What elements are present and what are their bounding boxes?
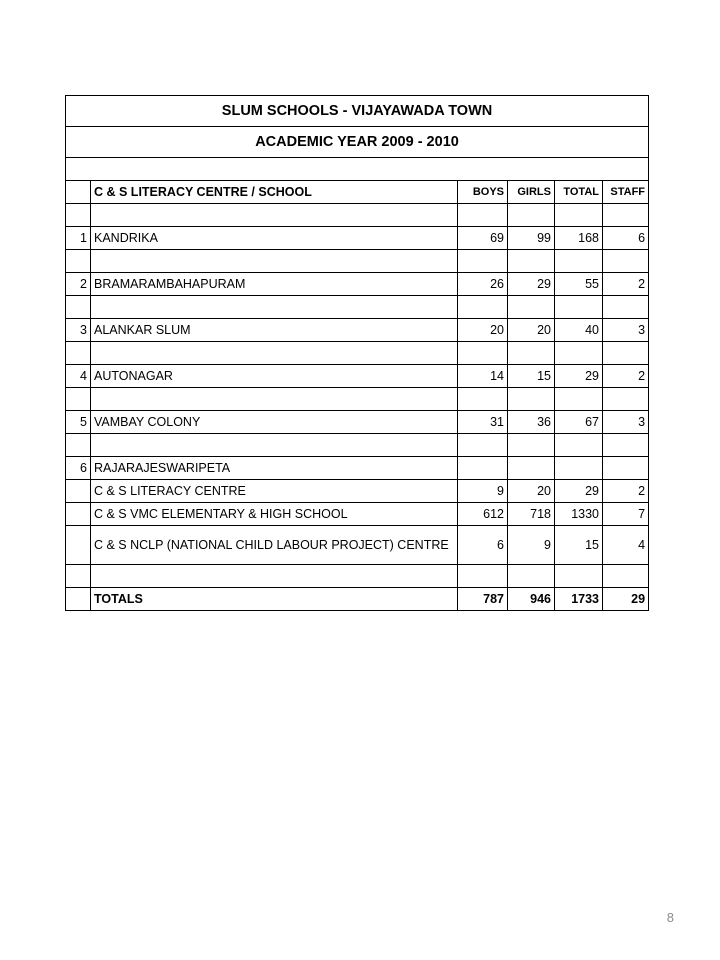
row-boys: 31 bbox=[458, 411, 508, 434]
subrow-name: C & S LITERACY CENTRE bbox=[91, 480, 458, 503]
header-girls: GIRLS bbox=[508, 181, 555, 204]
row-staff: 2 bbox=[603, 365, 649, 388]
table-row bbox=[66, 227, 649, 250]
subrow-name: C & S VMC ELEMENTARY & HIGH SCHOOL bbox=[91, 503, 458, 526]
table-subtitle-row bbox=[66, 127, 649, 158]
spacer-row bbox=[66, 204, 649, 227]
header-total: TOTAL bbox=[555, 181, 603, 204]
totals-total: 1733 bbox=[555, 588, 603, 611]
row-total: 29 bbox=[555, 365, 603, 388]
header-idx bbox=[66, 181, 91, 204]
table-subtitle: ACADEMIC YEAR 2009 - 2010 bbox=[66, 127, 649, 158]
row-girls: 36 bbox=[508, 411, 555, 434]
header-name: C & S LITERACY CENTRE / SCHOOL bbox=[91, 181, 458, 204]
row-name: BRAMARAMBAHAPURAM bbox=[91, 273, 458, 296]
subrow-staff: 7 bbox=[603, 503, 649, 526]
spacer-row bbox=[66, 158, 649, 181]
row-girls: 20 bbox=[508, 319, 555, 342]
row-name: KANDRIKA bbox=[91, 227, 458, 250]
row-boys: 14 bbox=[458, 365, 508, 388]
table-title: SLUM SCHOOLS - VIJAYAWADA TOWN bbox=[66, 96, 649, 127]
header-staff: STAFF bbox=[603, 181, 649, 204]
row-staff: 3 bbox=[603, 411, 649, 434]
table-title-row bbox=[66, 96, 649, 127]
row-staff: 3 bbox=[603, 319, 649, 342]
subrow-girls: 718 bbox=[508, 503, 555, 526]
subrow-staff: 4 bbox=[603, 526, 649, 565]
row-boys: 26 bbox=[458, 273, 508, 296]
row-total: 168 bbox=[555, 227, 603, 250]
spacer-row bbox=[66, 296, 649, 319]
spacer-row bbox=[66, 342, 649, 365]
header-row bbox=[66, 181, 649, 204]
table-row bbox=[66, 273, 649, 296]
row-name: VAMBAY COLONY bbox=[91, 411, 458, 434]
table-row bbox=[66, 365, 649, 388]
table-row bbox=[66, 457, 649, 480]
subrow-girls: 20 bbox=[508, 480, 555, 503]
table-row bbox=[66, 411, 649, 434]
row-total: 67 bbox=[555, 411, 603, 434]
slum-schools-table bbox=[65, 95, 649, 611]
row-staff: 6 bbox=[603, 227, 649, 250]
subrow-boys: 9 bbox=[458, 480, 508, 503]
totals-girls: 946 bbox=[508, 588, 555, 611]
subrow-girls: 9 bbox=[508, 526, 555, 565]
table-row bbox=[66, 319, 649, 342]
sub-row bbox=[66, 503, 649, 526]
subrow-total: 29 bbox=[555, 480, 603, 503]
row-girls: 29 bbox=[508, 273, 555, 296]
page-number: 8 bbox=[666, 910, 674, 925]
subrow-total: 15 bbox=[555, 526, 603, 565]
subrow-boys: 612 bbox=[458, 503, 508, 526]
row-total: 40 bbox=[555, 319, 603, 342]
sub-row bbox=[66, 480, 649, 503]
totals-staff: 29 bbox=[603, 588, 649, 611]
subrow-total: 1330 bbox=[555, 503, 603, 526]
spacer-row bbox=[66, 388, 649, 411]
totals-row bbox=[66, 588, 649, 611]
row-name: AUTONAGAR bbox=[91, 365, 458, 388]
row-name: RAJARAJESWARIPETA bbox=[91, 457, 458, 480]
row-boys: 20 bbox=[458, 319, 508, 342]
row-staff: 2 bbox=[603, 273, 649, 296]
totals-boys: 787 bbox=[458, 588, 508, 611]
row-boys: 69 bbox=[458, 227, 508, 250]
sub-row bbox=[66, 526, 649, 565]
row-girls: 99 bbox=[508, 227, 555, 250]
subrow-staff: 2 bbox=[603, 480, 649, 503]
subrow-boys: 6 bbox=[458, 526, 508, 565]
spacer-row bbox=[66, 434, 649, 457]
subrow-name: C & S NCLP (NATIONAL CHILD LABOUR PROJECT) CENTRE bbox=[91, 526, 458, 565]
header-boys: BOYS bbox=[458, 181, 508, 204]
row-index: 6 bbox=[66, 457, 91, 480]
row-index: 4 bbox=[66, 365, 91, 388]
totals-label: TOTALS bbox=[91, 588, 458, 611]
row-index: 1 bbox=[66, 227, 91, 250]
row-girls: 15 bbox=[508, 365, 555, 388]
row-name: ALANKAR SLUM bbox=[91, 319, 458, 342]
spacer-row bbox=[66, 565, 649, 588]
row-total: 55 bbox=[555, 273, 603, 296]
spacer-row bbox=[66, 250, 649, 273]
row-index: 3 bbox=[66, 319, 91, 342]
row-index: 2 bbox=[66, 273, 91, 296]
row-index: 5 bbox=[66, 411, 91, 434]
